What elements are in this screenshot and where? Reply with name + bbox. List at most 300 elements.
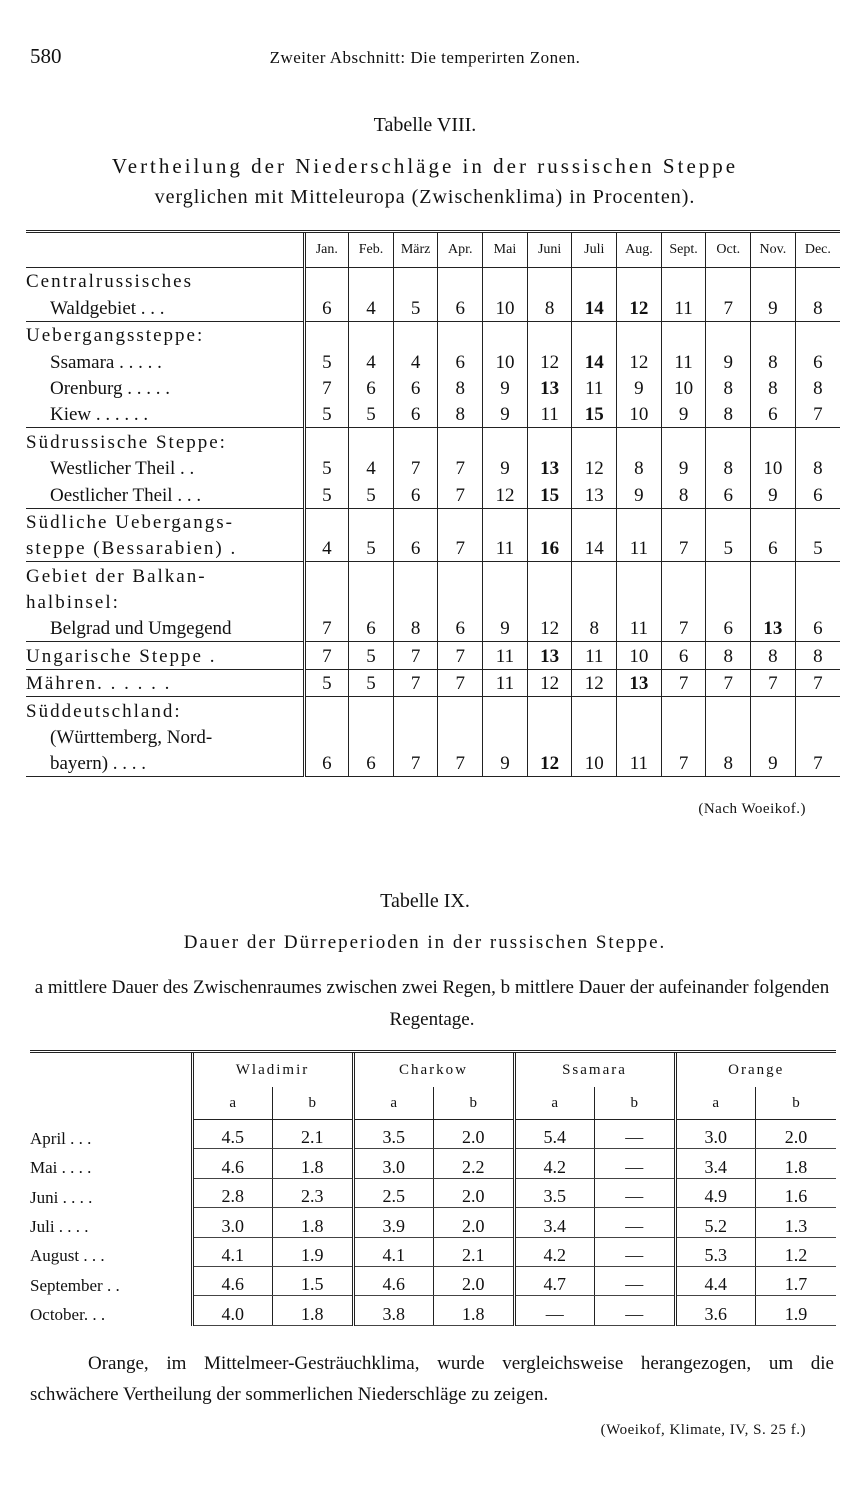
value-cell: 2.8 [192, 1178, 273, 1207]
value-cell: 4.6 [192, 1266, 273, 1295]
value-cell [795, 589, 840, 615]
month-label: Juni . . . . [30, 1187, 93, 1207]
table-row [30, 1237, 836, 1266]
value-cell: — [595, 1266, 676, 1295]
value-cell: 9 [751, 294, 796, 321]
value-cell [572, 321, 617, 348]
value-cell: 8 [795, 642, 840, 669]
row-label: Waldgebiet . . . [50, 297, 165, 319]
value-cell: 6 [795, 615, 840, 642]
value-cell: 1.2 [756, 1237, 837, 1266]
value-cell: 6 [349, 615, 394, 642]
value-cell [349, 321, 394, 348]
value-cell [527, 268, 572, 295]
value-cell [706, 428, 751, 455]
month-header: Oct. [706, 232, 751, 268]
value-cell: 10 [617, 642, 662, 669]
value-cell [304, 724, 349, 750]
value-cell [438, 321, 483, 348]
table-row [26, 697, 840, 724]
table-row [30, 1120, 836, 1149]
value-cell [349, 724, 394, 750]
value-cell: 7 [438, 750, 483, 777]
value-cell [706, 589, 751, 615]
value-cell: 1.5 [273, 1266, 354, 1295]
table-row [26, 750, 840, 777]
value-cell: 2.3 [273, 1178, 354, 1207]
value-cell [617, 428, 662, 455]
drought-duration-table [30, 1050, 836, 1326]
value-cell [751, 697, 796, 724]
table-row [26, 481, 840, 508]
table-row [30, 1208, 836, 1237]
value-cell [349, 508, 394, 535]
value-cell: 9 [483, 615, 528, 642]
value-cell [572, 697, 617, 724]
value-cell [393, 428, 438, 455]
value-cell: 13 [572, 481, 617, 508]
value-cell [304, 562, 349, 589]
value-cell: 7 [304, 642, 349, 669]
value-cell [751, 268, 796, 295]
value-cell: 1.6 [756, 1178, 837, 1207]
value-cell: 2.0 [756, 1120, 837, 1149]
value-cell: 10 [617, 401, 662, 428]
value-cell: 9 [617, 481, 662, 508]
value-cell: 2.0 [434, 1120, 515, 1149]
month-header: Dec. [795, 232, 840, 268]
value-cell: 3.0 [192, 1208, 273, 1237]
value-cell: 8 [795, 375, 840, 401]
value-cell [572, 562, 617, 589]
value-cell: 8 [751, 375, 796, 401]
value-cell: 10 [483, 294, 528, 321]
row-label: (Württemberg, Nord- [50, 727, 213, 749]
value-cell: 1.8 [756, 1149, 837, 1178]
value-cell [661, 508, 706, 535]
value-cell: 3.4 [675, 1149, 756, 1178]
value-cell [617, 508, 662, 535]
value-cell: 1.9 [756, 1296, 837, 1325]
value-cell: 11 [572, 642, 617, 669]
row-label: Westlicher Theil . . [50, 458, 195, 480]
value-cell: 5 [304, 348, 349, 374]
value-cell: 3.5 [353, 1120, 434, 1149]
value-cell: 16 [527, 535, 572, 562]
month-label: Juli . . . . [30, 1217, 89, 1237]
value-cell [617, 589, 662, 615]
value-cell: 4.1 [192, 1237, 273, 1266]
value-cell: 5.4 [514, 1120, 595, 1149]
table9-subtitle: Dauer der Dürreperioden in der russischen Steppe. [183, 932, 667, 953]
value-cell: 1.8 [273, 1296, 354, 1325]
value-cell: — [595, 1237, 676, 1266]
value-cell [617, 321, 662, 348]
value-cell: 6 [438, 348, 483, 374]
value-cell: 2.2 [434, 1149, 515, 1178]
value-cell: 7 [304, 375, 349, 401]
value-cell: — [595, 1208, 676, 1237]
value-cell: 11 [661, 348, 706, 374]
value-cell: 12 [617, 348, 662, 374]
month-header: Juli [572, 232, 617, 268]
month-header: März [393, 232, 438, 268]
month-header: Juni [527, 232, 572, 268]
value-cell [393, 508, 438, 535]
subcolumn-header: a [675, 1087, 756, 1120]
value-cell: — [595, 1120, 676, 1149]
row-label: Belgrad und Umgegend [50, 618, 232, 640]
value-cell: 1.3 [756, 1208, 837, 1237]
value-cell [304, 589, 349, 615]
value-cell [706, 268, 751, 295]
value-cell [527, 697, 572, 724]
value-cell: 8 [393, 615, 438, 642]
value-cell [483, 697, 528, 724]
value-cell [661, 589, 706, 615]
value-cell [617, 268, 662, 295]
table8-corner-cell [26, 232, 304, 268]
value-cell: 7 [706, 294, 751, 321]
value-cell [483, 562, 528, 589]
value-cell [795, 428, 840, 455]
value-cell: 7 [706, 669, 751, 696]
table-row [26, 508, 840, 535]
value-cell [795, 268, 840, 295]
value-cell: 4.1 [353, 1237, 434, 1266]
value-cell: 6 [751, 535, 796, 562]
value-cell: 1.9 [273, 1237, 354, 1266]
value-cell: 7 [393, 669, 438, 696]
value-cell: 8 [706, 455, 751, 481]
value-cell [706, 562, 751, 589]
row-label: Mähren. . . . . . [26, 669, 304, 696]
value-cell [572, 724, 617, 750]
table-row [26, 535, 840, 562]
value-cell: 7 [661, 535, 706, 562]
value-cell: 9 [661, 455, 706, 481]
value-cell: 6 [349, 750, 394, 777]
station-header: Wladimir [192, 1052, 353, 1088]
value-cell: 6 [661, 642, 706, 669]
value-cell: 8 [661, 481, 706, 508]
value-cell [661, 321, 706, 348]
table8-source-note: (Nach Woeikof.) [698, 801, 806, 817]
table-row [30, 1178, 836, 1207]
value-cell: 4.6 [353, 1266, 434, 1295]
value-cell: 10 [751, 455, 796, 481]
value-cell: 9 [706, 348, 751, 374]
month-header: Jan. [304, 232, 349, 268]
value-cell: 8 [706, 750, 751, 777]
value-cell: 8 [751, 348, 796, 374]
value-cell [572, 428, 617, 455]
value-cell [438, 268, 483, 295]
value-cell: 7 [795, 669, 840, 696]
value-cell: 5 [304, 455, 349, 481]
value-cell: 8 [706, 375, 751, 401]
value-cell: 3.0 [353, 1149, 434, 1178]
value-cell [706, 724, 751, 750]
value-cell [393, 562, 438, 589]
value-cell: 8 [438, 401, 483, 428]
value-cell: 9 [751, 481, 796, 508]
table9-station-header-row [30, 1052, 836, 1088]
value-cell: 6 [304, 294, 349, 321]
value-cell: 11 [527, 401, 572, 428]
value-cell: 13 [751, 615, 796, 642]
value-cell [751, 428, 796, 455]
value-cell: 11 [661, 294, 706, 321]
row-label: halbinsel: [26, 592, 120, 614]
value-cell: 6 [393, 535, 438, 562]
row-label: Centralrussisches [26, 268, 304, 295]
table9-title: Tabelle IX. [380, 890, 470, 912]
value-cell: 7 [438, 642, 483, 669]
value-cell [483, 508, 528, 535]
value-cell [706, 321, 751, 348]
value-cell: 12 [527, 615, 572, 642]
value-cell: 12 [483, 481, 528, 508]
value-cell [483, 589, 528, 615]
row-label: Ssamara . . . . . [50, 351, 162, 373]
value-cell [438, 724, 483, 750]
value-cell: 3.4 [514, 1208, 595, 1237]
value-cell [304, 697, 349, 724]
value-cell: 8 [706, 401, 751, 428]
value-cell [706, 697, 751, 724]
value-cell [483, 724, 528, 750]
value-cell: 6 [438, 615, 483, 642]
value-cell: 6 [393, 375, 438, 401]
value-cell [349, 268, 394, 295]
value-cell: 10 [483, 348, 528, 374]
subcolumn-header: a [192, 1087, 273, 1120]
value-cell: 11 [617, 615, 662, 642]
value-cell [483, 321, 528, 348]
table-row [26, 642, 840, 669]
value-cell [617, 724, 662, 750]
table-row [26, 375, 840, 401]
value-cell [527, 321, 572, 348]
value-cell: 5.2 [675, 1208, 756, 1237]
value-cell: 5 [349, 642, 394, 669]
month-header: Feb. [349, 232, 394, 268]
value-cell: 7 [393, 455, 438, 481]
value-cell: 8 [751, 642, 796, 669]
table9-description: a mittlere Dauer des Zwischenraumes zwischen zwei Regen, b mittlere Dauer der aufeinander folgenden Regentage. [34, 977, 830, 1030]
subcolumn-header: a [353, 1087, 434, 1120]
value-cell: 5 [349, 401, 394, 428]
value-cell: 7 [795, 750, 840, 777]
value-cell: 7 [393, 750, 438, 777]
row-label: Oestlicher Theil . . . [50, 484, 202, 506]
table-row [26, 428, 840, 455]
closing-paragraph: Orange, im Mittelmeer-Gesträuchklima, wurde vergleichsweise herangezogen, um die schwächere Vertheilung der sommerlichen Niederschläge zu zeigen. [30, 1353, 834, 1405]
value-cell: 11 [483, 535, 528, 562]
value-cell: 2.0 [434, 1178, 515, 1207]
value-cell: 7 [661, 615, 706, 642]
value-cell: 6 [393, 401, 438, 428]
value-cell [751, 589, 796, 615]
value-cell: 2.5 [353, 1178, 434, 1207]
value-cell [438, 562, 483, 589]
table-row [26, 724, 840, 750]
value-cell: 1.8 [273, 1149, 354, 1178]
value-cell [795, 724, 840, 750]
value-cell [527, 589, 572, 615]
value-cell: 4 [349, 348, 394, 374]
value-cell [795, 508, 840, 535]
value-cell: 4.5 [192, 1120, 273, 1149]
value-cell: 11 [483, 669, 528, 696]
value-cell [527, 428, 572, 455]
value-cell: 5 [795, 535, 840, 562]
running-title: Zweiter Abschnitt: Die temperirten Zonen. [269, 48, 581, 67]
value-cell [483, 268, 528, 295]
value-cell: 12 [572, 455, 617, 481]
value-cell [438, 508, 483, 535]
value-cell: 3.0 [675, 1120, 756, 1149]
value-cell [393, 321, 438, 348]
value-cell: 7 [438, 455, 483, 481]
value-cell: 13 [527, 642, 572, 669]
value-cell: 13 [527, 455, 572, 481]
value-cell: 10 [572, 750, 617, 777]
value-cell [393, 589, 438, 615]
value-cell: 8 [572, 615, 617, 642]
value-cell: 6 [304, 750, 349, 777]
value-cell: 13 [527, 375, 572, 401]
value-cell: 4.2 [514, 1237, 595, 1266]
value-cell: 6 [795, 348, 840, 374]
value-cell: 3.8 [353, 1296, 434, 1325]
value-cell: 5 [304, 669, 349, 696]
row-label: Orenburg . . . . . [50, 377, 170, 399]
table-row [26, 562, 840, 589]
value-cell: 3.9 [353, 1208, 434, 1237]
value-cell [349, 697, 394, 724]
station-header: Ssamara [514, 1052, 675, 1088]
value-cell: 12 [527, 750, 572, 777]
value-cell: 4.0 [192, 1296, 273, 1325]
month-header: Aug. [617, 232, 662, 268]
value-cell: 12 [527, 348, 572, 374]
value-cell: 5 [349, 669, 394, 696]
value-cell: 5 [393, 294, 438, 321]
month-header: Mai [483, 232, 528, 268]
table9-source-note: (Woeikof, Klimate, IV, S. 25 f.) [600, 1422, 806, 1438]
value-cell: 4.6 [192, 1149, 273, 1178]
value-cell: 8 [527, 294, 572, 321]
table8-subtitle-line1: Vertheilung der Niederschläge in der russischen Steppe [111, 154, 739, 178]
value-cell: 4.2 [514, 1149, 595, 1178]
value-cell [751, 724, 796, 750]
row-label: steppe (Bessarabien) . [26, 538, 238, 560]
month-label: April . . . [30, 1128, 92, 1148]
value-cell [304, 321, 349, 348]
value-cell [438, 428, 483, 455]
value-cell: 14 [572, 294, 617, 321]
value-cell [393, 724, 438, 750]
value-cell: 8 [706, 642, 751, 669]
month-label: Mai . . . . [30, 1158, 92, 1178]
table-row [26, 669, 840, 696]
value-cell: — [595, 1149, 676, 1178]
table-row [26, 615, 840, 642]
value-cell: 7 [751, 669, 796, 696]
value-cell: 5 [706, 535, 751, 562]
value-cell: 9 [483, 455, 528, 481]
value-cell [572, 268, 617, 295]
value-cell [527, 724, 572, 750]
station-header: Orange [675, 1052, 836, 1088]
value-cell: 6 [751, 401, 796, 428]
month-label: September . . [30, 1275, 120, 1295]
value-cell [795, 321, 840, 348]
value-cell: 5.3 [675, 1237, 756, 1266]
table-row [30, 1149, 836, 1178]
value-cell: 13 [617, 669, 662, 696]
value-cell: 5 [304, 481, 349, 508]
value-cell [751, 562, 796, 589]
subcolumn-header: b [756, 1087, 837, 1120]
table-row [26, 455, 840, 481]
value-cell: 14 [572, 535, 617, 562]
value-cell: 12 [572, 669, 617, 696]
value-cell: 1.8 [434, 1296, 515, 1325]
month-label: August . . . [30, 1246, 105, 1266]
value-cell: 8 [438, 375, 483, 401]
value-cell: 5 [349, 481, 394, 508]
value-cell [393, 268, 438, 295]
value-cell [304, 428, 349, 455]
value-cell: 11 [617, 535, 662, 562]
value-cell: — [595, 1296, 676, 1325]
value-cell: 11 [572, 375, 617, 401]
value-cell: 2.1 [434, 1237, 515, 1266]
row-label: Ungarische Steppe . [26, 642, 304, 669]
value-cell: 4.4 [675, 1266, 756, 1295]
value-cell: 1.8 [273, 1208, 354, 1237]
value-cell: 6 [393, 481, 438, 508]
value-cell: 4 [393, 348, 438, 374]
value-cell: 7 [438, 535, 483, 562]
value-cell: 7 [393, 642, 438, 669]
table-row [30, 1266, 836, 1295]
row-label: Gebiet der Balkan- [26, 562, 304, 589]
value-cell [661, 562, 706, 589]
value-cell [527, 508, 572, 535]
value-cell: 6 [706, 615, 751, 642]
value-cell: 7 [304, 615, 349, 642]
value-cell: 7 [795, 401, 840, 428]
value-cell: 9 [483, 375, 528, 401]
value-cell: 12 [617, 294, 662, 321]
value-cell: 8 [795, 455, 840, 481]
table-row [26, 294, 840, 321]
value-cell: 15 [527, 481, 572, 508]
value-cell [617, 562, 662, 589]
value-cell: 9 [661, 401, 706, 428]
table-row [26, 321, 840, 348]
page-header [30, 44, 820, 72]
value-cell: 4 [304, 535, 349, 562]
value-cell: 11 [483, 642, 528, 669]
row-label: Südrussische Steppe: [26, 428, 304, 455]
value-cell [438, 697, 483, 724]
value-cell [393, 697, 438, 724]
